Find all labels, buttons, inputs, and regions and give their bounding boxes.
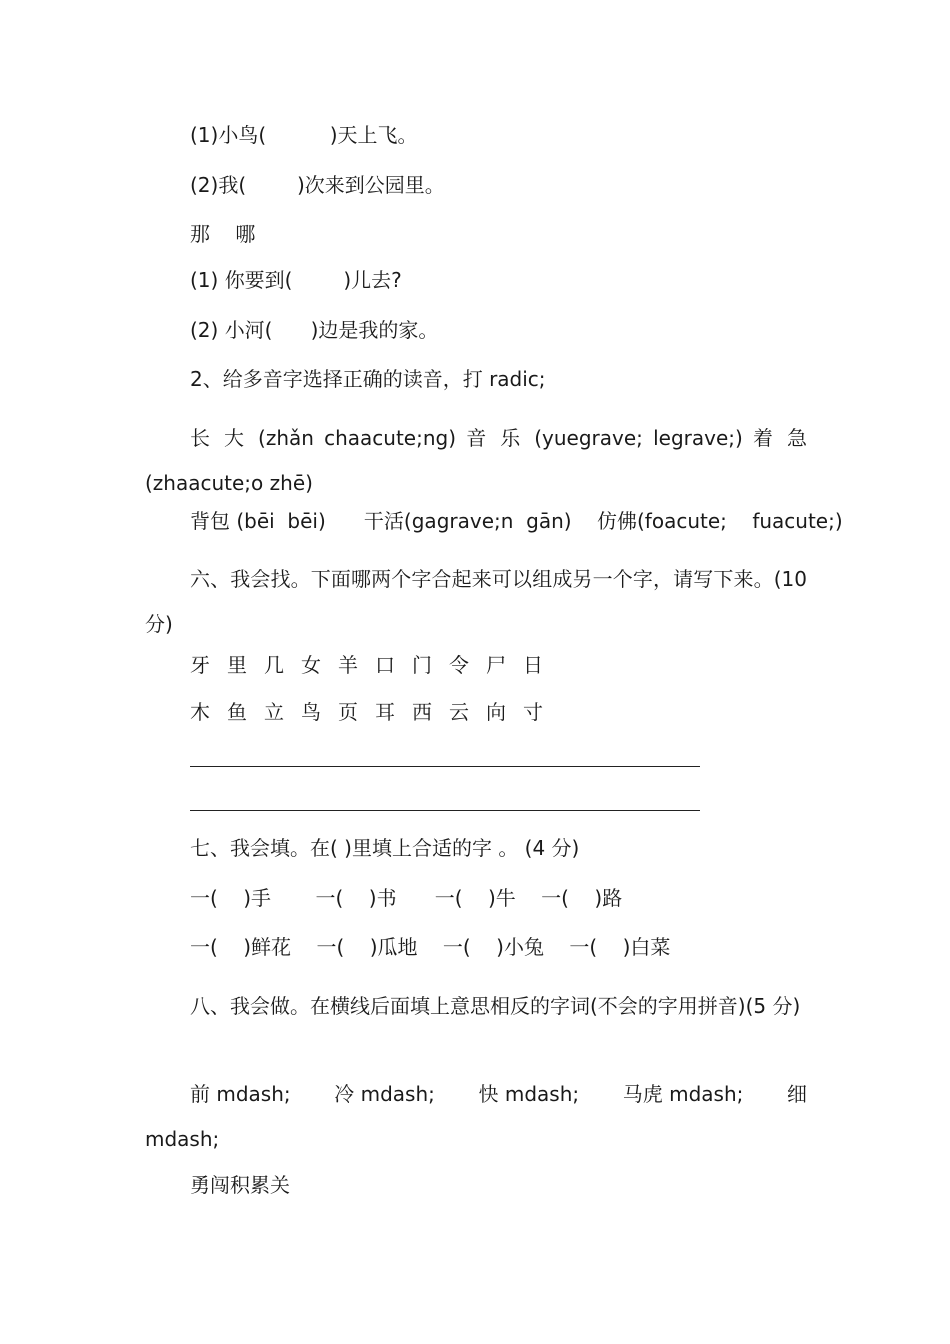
fill-line-1: 一( )手 一( )书 一( )牛 一( )路 [190, 886, 623, 910]
pinyin-choice-line-2: 背包 (bēi bēi) 干活(gagrave;n gān) 仿佛(foacute; fuacute;) [190, 509, 843, 533]
char: 鸟 [301, 700, 321, 724]
char: 女 [301, 653, 321, 677]
fill-line-2: 一( )鲜花 一( )瓜地 一( )小兔 一( )白菜 [190, 935, 671, 959]
char: 几 [264, 653, 284, 677]
question-line-1: (1)小鸟( )天上飞。 [190, 123, 418, 147]
opposite-item: 快 mdash; [478, 1082, 580, 1106]
pinyin-choice-line-1: 长 大 (zhǎn chaacute;ng) 音 乐 (yuegrave; legrave;) 着 急 (zhaacute;o zhē) [145, 426, 807, 495]
char: 令 [449, 653, 469, 677]
question-line-3: (1) 你要到( )儿去? [190, 268, 402, 292]
answer-blank-line-1[interactable] [190, 766, 700, 767]
answer-blank-line-2[interactable] [190, 810, 700, 811]
char: 立 [264, 700, 284, 724]
char: 门 [412, 653, 432, 677]
question-line-2: (2)我( )次来到公园里。 [190, 173, 445, 197]
char-row-1 [190, 652, 541, 678]
char: 页 [338, 700, 358, 724]
char: 鱼 [227, 700, 247, 724]
char-choice-line: 那 哪 [190, 222, 256, 246]
char-row-2 [190, 699, 541, 725]
opposites-tail: mdash; [145, 1127, 220, 1151]
char: 云 [449, 700, 469, 724]
section-7-heading: 七、我会填。在( )里填上合适的字 。 (4 分) [190, 836, 580, 860]
char: 向 [486, 700, 506, 724]
section-8-heading: 八、我会做。在横线后面填上意思相反的字词(不会的字用拼音)(5 分) [190, 994, 801, 1018]
section-heading-accumulation: 勇闯积累关 [190, 1173, 290, 1197]
char: 耳 [375, 700, 395, 724]
char: 里 [227, 653, 247, 677]
char: 寸 [523, 700, 543, 724]
opposite-item: 细 [787, 1082, 807, 1106]
char: 牙 [190, 653, 210, 677]
question-line-4: (2) 小河( )边是我的家。 [190, 318, 439, 342]
opposite-item: 前 mdash; [190, 1082, 291, 1106]
opposite-item: 马虎 mdash; [622, 1082, 744, 1106]
char: 尸 [486, 653, 506, 677]
opposites-row [190, 1081, 807, 1107]
char: 西 [412, 700, 432, 724]
opposite-item: 冷 mdash; [334, 1082, 435, 1106]
char: 口 [375, 653, 395, 677]
section-2-heading: 2、给多音字选择正确的读音，打 radic; [190, 367, 546, 391]
char: 日 [523, 653, 543, 677]
char: 木 [190, 700, 210, 724]
char: 羊 [338, 653, 358, 677]
section-6-heading: 六、我会找。下面哪两个字合起来可以组成另一个字，请写下来。(10 分) [145, 567, 807, 636]
